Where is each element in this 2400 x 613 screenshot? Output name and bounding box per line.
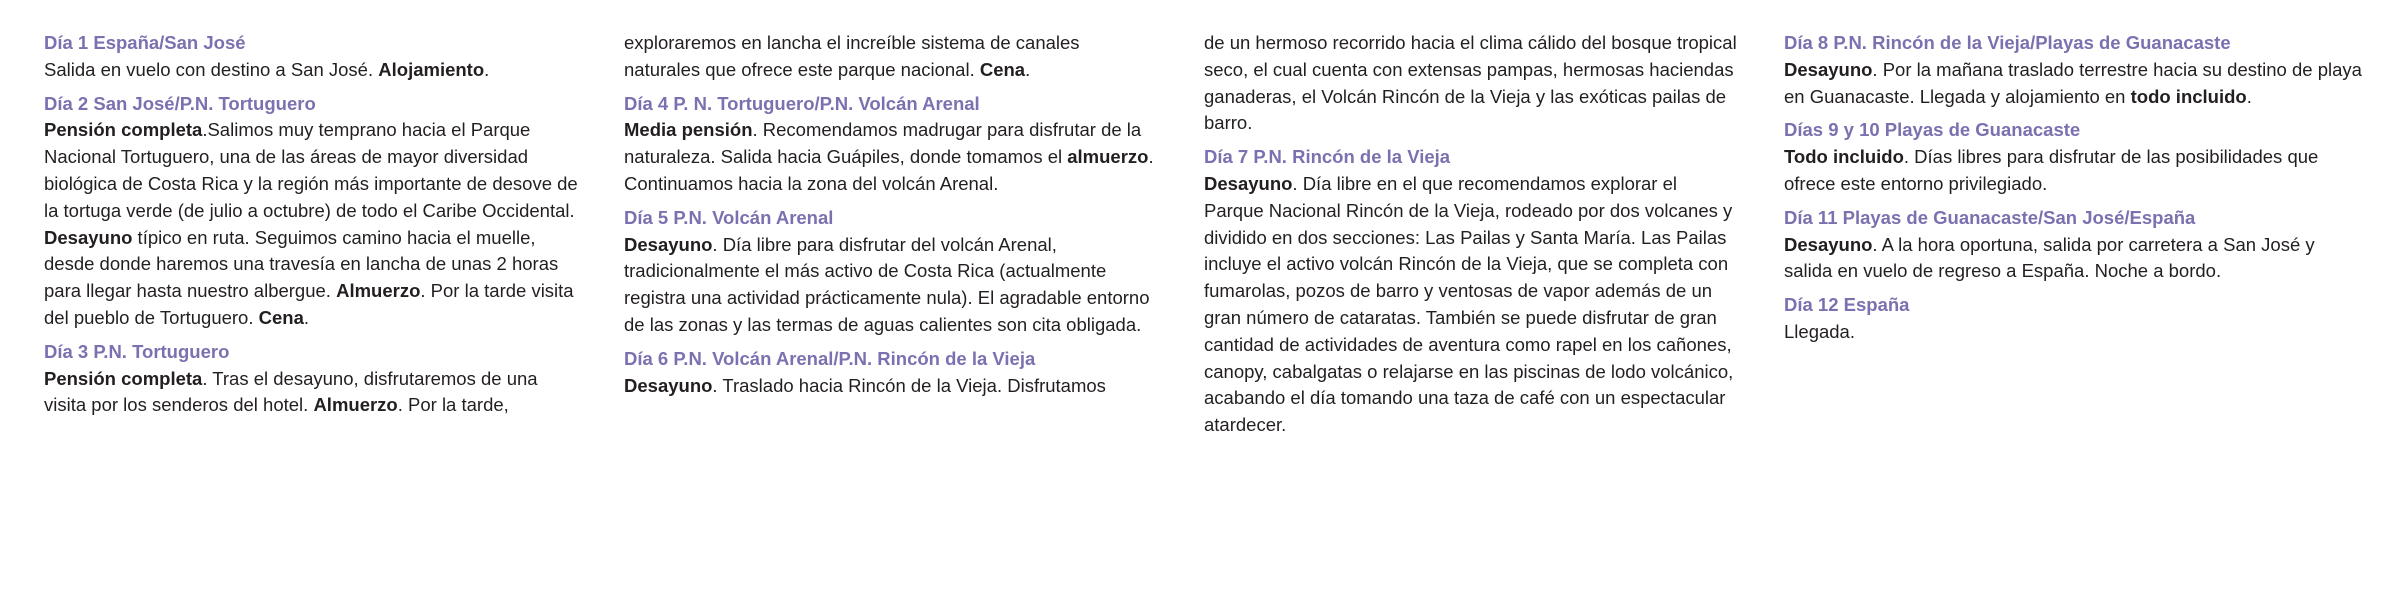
emphasis-text: Pensión completa — [44, 367, 203, 389]
emphasis-text: Pensión completa — [44, 119, 203, 141]
emphasis-text: Almuerzo — [313, 394, 398, 416]
body-text: . — [484, 58, 490, 80]
day-description — [1784, 319, 2364, 346]
day-description — [624, 30, 1158, 84]
body-text: .Salimos muy temprano hacia el Parque Nacional Tortuguero, una de las áreas de mayor diversidad biológica de Costa Rica y la región más importante de desove de la tortuga verde (de julio a octubre) de todo el Caribe Occidental. — [44, 119, 578, 221]
emphasis-text: todo incluido — [2130, 85, 2247, 107]
itinerary-column — [1784, 30, 2364, 613]
body-text: . A la hora oportuna, salida por carretera a San José y salida en vuelo de regreso a España. Noche a bordo. — [1784, 233, 2315, 282]
body-text: . Por la tarde visita del pueblo de Tortuguero. — [44, 280, 574, 328]
day-heading: Día 8 P.N. Rincón de la Vieja/Playas de Guanacaste — [1784, 32, 2231, 53]
emphasis-text: Desayuno — [1784, 58, 1873, 80]
day-heading: Día 4 P. N. Tortuguero/P.N. Volcán Arenal — [624, 92, 980, 114]
day-description — [1784, 57, 2364, 111]
body-text: Salida en vuelo con destino a San José. — [44, 58, 379, 80]
body-text: . — [1025, 58, 1031, 80]
body-text: . Recomendamos madrugar para disfrutar de la naturaleza. Salida hacia Guápiles, donde tomamos el — [624, 119, 1142, 168]
day-heading: Día 6 P.N. Volcán Arenal/P.N. Rincón de la Vieja — [624, 347, 1036, 369]
day-description — [1204, 30, 1738, 137]
body-text: de un hermoso recorrido hacia el clima cálido del bosque tropical seco, el cual cuenta con extensas pampas, hermosas haciendas ganaderas, el Volcán Rincón de la Vieja y las exóticas pailas de barro. — [1204, 32, 1737, 134]
day-heading: Día 2 San José/P.N. Tortuguero — [44, 92, 316, 114]
body-text: exploraremos en lancha el increíble sistema de canales naturales que ofrece este parque nacional. — [624, 32, 1080, 80]
itinerary-column — [1204, 30, 1784, 613]
day-heading: Día 3 P.N. Tortuguero — [44, 340, 230, 362]
emphasis-text: Desayuno — [1204, 172, 1293, 194]
body-text: típico en ruta. Seguimos camino hacia el muelle, desde donde haremos una travesía en lancha de unas 2 horas para llegar hasta nuestro albergue. — [44, 226, 559, 302]
body-text: . Día libre en el que recomendamos explorar el Parque Nacional Rincón de la Vieja, rodeado por dos volcanes y dividido en dos secciones: Las Pailas y Santa María. Las Pailas incluye el activo volcán Rincón de la Vieja, que se completa con fumarolas, pozos de barro y ventosas de vapor además de un gran número de cataratas. También se puede disfrutar de gran cantidad de actividades de aventura como rapel en los cañones, canopy, cabalgatas o relajarse en las piscinas de lodo volcánico, acabando el día tomando una taza de café con un espectacular atardecer. — [1204, 172, 1734, 436]
body-text: Llegada. — [1784, 320, 1855, 342]
emphasis-text: Alojamiento — [378, 58, 485, 80]
emphasis-text: Desayuno — [624, 374, 713, 396]
day-description — [1784, 232, 2364, 286]
emphasis-text: Desayuno — [624, 233, 713, 255]
itinerary-column — [44, 30, 624, 613]
body-text: . Día libre para disfrutar del volcán Arenal, tradicionalmente el más activo de Costa Rica (actualmente registra una actividad prácticamente nula). El agradable entorno de las zonas y las termas de aguas calientes son cita obligada. — [624, 233, 1150, 335]
day-description — [624, 232, 1158, 339]
day-heading: Día 1 España/San José — [44, 32, 246, 53]
body-text: . Por la tarde, — [397, 394, 509, 416]
emphasis-text: Cena — [258, 306, 304, 328]
day-description — [44, 57, 578, 84]
body-text: . Por la mañana traslado terrestre hacia su destino de playa en Guanacaste. Llegada y alojamiento en — [1784, 58, 2362, 107]
day-description — [44, 366, 578, 420]
emphasis-text: Cena — [979, 58, 1026, 80]
emphasis-text: almuerzo — [1067, 146, 1149, 168]
itinerary-column — [624, 30, 1204, 613]
day-description — [1204, 171, 1738, 439]
day-heading: Día 11 Playas de Guanacaste/San José/España — [1784, 206, 2196, 228]
emphasis-text: Desayuno — [1784, 233, 1873, 255]
day-heading: Día 12 España — [1784, 294, 1910, 316]
day-heading: Días 9 y 10 Playas de Guanacaste — [1784, 119, 2081, 141]
day-description — [624, 373, 1158, 400]
day-description — [1784, 144, 2364, 198]
day-description — [624, 117, 1158, 197]
day-description — [44, 117, 578, 331]
body-text: . Traslado hacia Rincón de la Vieja. Disfrutamos — [712, 374, 1106, 396]
itinerary-columns — [44, 30, 2364, 613]
body-text: . — [303, 306, 310, 328]
day-heading: Día 5 P.N. Volcán Arenal — [624, 206, 834, 228]
body-text: . — [2246, 85, 2252, 107]
body-text: . Días libres para disfrutar de las posibilidades que ofrece este entorno privilegiado. — [1784, 146, 2319, 194]
emphasis-text: Almuerzo — [336, 280, 421, 302]
emphasis-text: Todo incluido — [1784, 146, 1904, 168]
body-text: . Tras el desayuno, disfrutaremos de una visita por los senderos del hotel. — [44, 367, 538, 416]
day-heading: Día 7 P.N. Rincón de la Vieja — [1204, 146, 1451, 168]
emphasis-text: Media pensión — [624, 119, 753, 141]
body-text: . Continuamos hacia la zona del volcán Arenal. — [624, 146, 1154, 194]
emphasis-text: Desayuno — [44, 226, 133, 248]
